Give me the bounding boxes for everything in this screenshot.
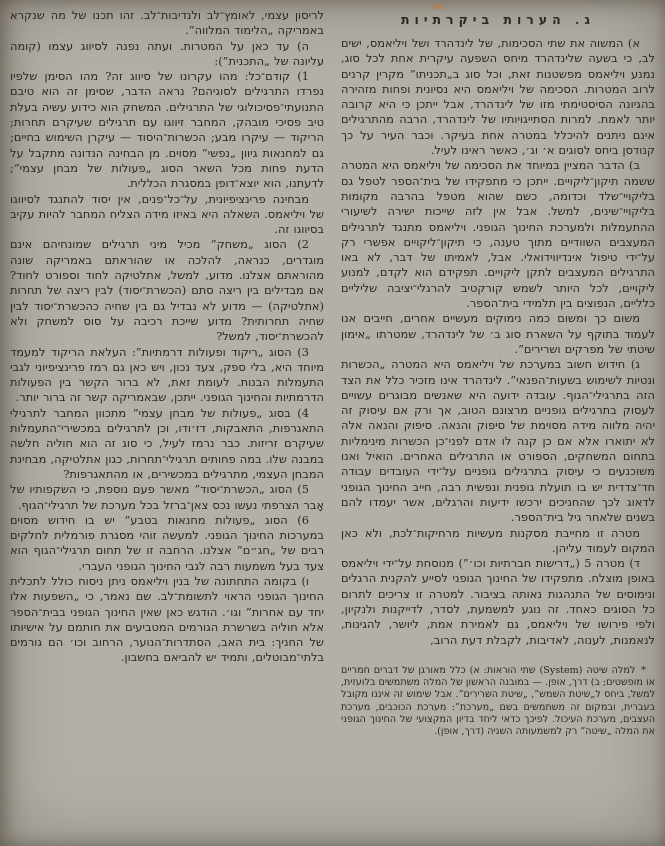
paragraph: ג) חידוש חשוב במערכת של ויליאמס היא המטרה „הכשרות ונטיות לשימוש בשעות־הפנאי”. לינדהרד אינו מזכיר כלל את הצד הזה בתרגילי־הגוף. עובדה ידועה היא שאנשים מבוגרים עשויים לעסוק בתרגילים גופניים מרצונם הטוב, אך ורק אם עיסוק זה יהיה מלווה מידה מסוימת של סיפוק והנאה. סיפוק והנאה אלה לא יתוארו אלא אם כן קנה לו אדם לפני־כן הכשרות מינימליות בתחום המשחקים, הספורט או התרגילים האחרים. הואיל ואנו משוכנעים כי עיסוק בתרגילים גופניים על־ידי העובדים עבודה חד־צדדית יש בו תועלת גופנית ונפשית רבה, חייב החינוך הגופני לדאוג לכך שהחניכים ירכשו ידיעות והרגלים, אשר יעמדו להם בשנים שלאחר גיל בית־הספר. (341, 357, 655, 525)
text-columns (10, 8, 655, 840)
footnote (341, 665, 655, 739)
paragraph: 3) הסוג „ריקוד ופעולות דרמתיות”: העלאת הריקוד למעמד מיוחד היא, בלי ספק, צעד נכון, ויש כאן גם רמז פרינציפיוני לגבי התעמלות הבנות. לעומת זאת, לא ברור הקשר בין הפעולות הדרמתיות והחינוך הגופני. ייתכן, שבאמריקה קשר זה ברור יותר. (10, 344, 324, 405)
paragraph: משום כך ומשום כמה נימוקים מעשיים אחרים, חייבים אנו לעמוד בתוקף על השארת סוג ב׳ של לינדהרד, שמטרתו „אימון שיטתי של מפרקים ושרירים”. (341, 311, 655, 356)
paragraph: מבחינה פרינציפיונית, על־כל־פנים, אין יסוד להתנגד לסיווגו של ויליאמס. השאלה היא באיזו מידה הצליח המחבר להיות עקיב בסיווגו זה. (10, 191, 324, 237)
column-right (341, 8, 655, 840)
paragraph: ב) הדבר המציין במיוחד את הסכימה של ויליאמס היא המטרה ששמה תיקון־ליקויים. ייתכן כי מתפקידו של בית־הספר לטפל גם בליקויי־שלד וכדומה, כשם שהוא מטפל בהרבה מקומות בליקויי־שינים, למשל. אבל אין לזה שייכות ישירה לשיעורי ההתעמלות ולמערכת החינוך הגופני. ויליאמס מתנגד לתרגילים המעצבים השוודיים מתוך טענה, כי תיקון־ליקויים אפשרי רק על־ידי טיפול אינדיווידואלי. אבל, לאמיתו של דבר, לא באו התרגילים המעצבים לתקן ליקויים. תפקידם הוא לקדם, למנוע ליקויים, לכל היותר לשמש קורקטיב להרגלי־יציבה שליליים כלליים, הנפוצים בין תלמידי בית־הספר. (341, 158, 655, 311)
paragraph: 4) בסוג „פעולות של מבחן עצמי” מתכוון המחבר לתרגילי התאגרפות, התאבקות, דז׳ודו, וכן לתרגילים במכשירי־התעמלות שעיקרם זריזות. כבר נרמז לעיל, כי סוג זה הוא חוליה חלשה במבנה שלו. במה פחותים תרגילי־תחרות, כגון אתלטיקה, מבחינת המבחן העצמי, מתרגילים במכשירים, או מהתאגרפות? (10, 405, 324, 481)
right-column-body (341, 36, 655, 648)
paragraph: א) המשוה את שתי הסכימות, של לינדהרד ושל ויליאמס, ישים לב, כי בשעה שלינדהרד מיחס השפעה עיקרית אחת לכל סוג, נמנע ויליאמס מפשטנות זאת, וכל סוג ב„תכניתו” מקרין קרנים לרוב המטרות. הסכימה של ויליאמס היא נסיונית ופחות מזהירה בהגיונה הסיסטימתי מזו של לינדהרד, אבל ייתכן כי היא קרובה יותר לאמת. למרות הסתייגויותיו של לינדהרד, הרבה מהתרגילים אינם ניתנים להיכלל במטרה אחת בעיקר. וכבר העיר על כך קנודסן ביחס לסוגים א׳ וג׳, כאשר ראינו לעיל. (341, 36, 655, 158)
left-column-body (10, 8, 324, 666)
paragraph: מטרה זו מחייבת מסקנות מעשיות מרחיקות־לכת, ולא כאן המקום לעמוד עליהן. (341, 525, 655, 555)
paragraph: ד) מטרה 5 („דרישות חברתיות וכו׳”) מנוסחת על־ידי ויליאמס באופן מוצלח. מתפקידו של החינוך הגופני לסייע להקנית הרגלים ונימוסים של התנהגות נאותה בציבור. למטרה זו צריכים לתרום כל הסוגים כאחד. זה נוגע למשמעת, לסדר, לדייקנות ולנקיון, ולפי פירושו של ויליאמס, גם לאמירת אמת, ליושר, להגינות, לנאמנות, לענוה, לאדיבות, לקבלת דעת הרוב, (341, 556, 655, 647)
paragraph: ה) עד כאן על המטרות. ועתה נפנה לסיווג עצמו (קומה עליונה של „התכנית”): (10, 38, 324, 68)
paragraph: 1) קודם־כל: מהו עקרונו של סיווג זה? מהו הסימן שלפיו נפרדו התרגילים לסוגיהם? נראה הדבר, שסימן זה הוא טיבם התנועתי־פסיכולוגי של התרגילים. המשחק הוא כידוע עשיה בעלת טיב פסיכי מובהק, המחבר זיווגו עם תרגילים שעיקרם תחרות; הריקוד — עיקרו מבע; הכשרות־היסוד — עיקרן השימוש בחיים; גם למחנאות גיוון „נפשי” מסוים. מן הבחינה הנדונה מתקבל על הדעת פחות מכל השאר הסוג „פעולות של מבחן עצמי”; לדעתנו, הוא יוצא־דופן במסגרת הכללית. (10, 69, 324, 191)
footnote-marker: * (641, 664, 646, 676)
paragraph: 2) הסוג „משחק” מכיל מיני תרגילים שמונחיהם אינם מוגדרים, כנראה, להלכה או שהוראתם באמריקה שונה מהוראתם אצלנו. מדוע, למשל, אתלטיקה לחוד וספורט לחוד? אם מבדילים בין ריצה סתם (הכשרת־יסוד) לבין ריצה של תחרות (אתלטיקה) — מדוע לא נבדיל גם בין שחיה כהכשרת־יסוד לבין שחיה תחרותית? מדוע שייכת רכיבה על סוס למשחק ולא להכשרת־יסוד, למשל? (10, 237, 324, 344)
footnote-text: למלה שיטה (System) שתי הוראות: א) כלל מאורגן של דברים חמריים או מופשטים; ב) דרך, אופן. — במובנה הראשון של המלה משתמשים בלועזית, למשל, ביחס ל„שיטת השמש”, „שיטת השרירים”. אבל שימוש זה איננו מקובל בעברית, ובמקום זה משתמשים בשם „מערכת”: מערכת הכוכבים, מערכת העצבים, מערכת העיכול. לפיכך כדאי ליחד בדיון המקצועי של החינוך הגופני את המלה „שיטה” רק למשמעותה השניה (דרך, אופן). (341, 664, 655, 738)
paragraph: 6) הסוג „פעולות מחנאות בטבע” יש בו חידוש מסוים במערכות החינוך הגופני. למעשה זוהי מסגרת פורמלית לחלקים רבים של „חג״ם” אצלנו. הרחבה זו של תחום תרגילי־הגוף הוא צעד בעל משמעות רבה לגבי החינוך הגופני העברי. (10, 512, 324, 573)
column-left (10, 8, 324, 840)
paragraph: ו) בקומה התחתונה של בנין ויליאמס ניתן ניסוח כולל לתכלית החינוך הגופני הראוי לתשומת־לב. שם נאמר, כי „השפעות אלו יחד עם אחרות” וגו׳. הודגש כאן שאין החינוך הגופני בבית־הספר אלא חוליה בשרשרת הגורמים המטביעים את חותמם על אישיותו של החניך: בית האב, הסתדרות־הנוער, הרחוב וכו׳ הם גורמים בלתי־מבוטלים, ותמיד יש להביאם בחשבון. (10, 573, 324, 665)
section-heading: ג. הערות ביקרתיות (401, 12, 595, 27)
paragraph: לריסון עצמי, לאומץ־לב ולנדיבות־לב. זהו תכנו של מה שנקרא באמריקה „הלימוד המלווה”. (10, 8, 324, 38)
paragraph: 5) הסוג „הכשרת־יסוד” מאשר פעם נוספת, כי השקפותיו של אָבר הצרפתי נעשו נכס צאן־ברזל בכל מערכת של תרגילי־הגוף. (10, 482, 324, 512)
